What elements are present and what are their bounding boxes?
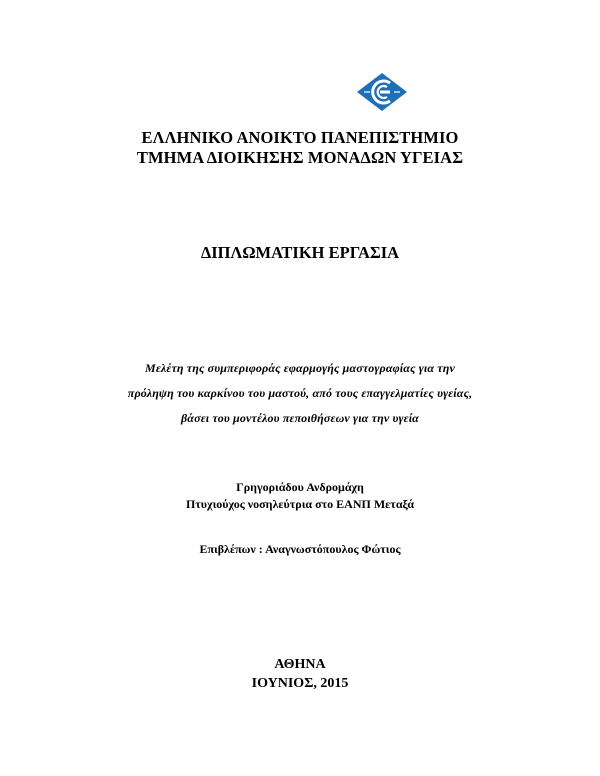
date: ΙΟΥΝΙΟΣ, 2015 xyxy=(251,676,349,691)
university-logo-icon xyxy=(356,72,408,112)
university-name: ΕΛΛΗΝΙΚΟ ΑΝΟΙΚΤΟ ΠΑΝΕΠΙΣΤΗΜΙΟ xyxy=(141,128,459,147)
department-name: ΤΜΗΜΑ ΔΙΟΙΚΗΣΗΣ ΜΟΝΑΔΩΝ ΥΓΕΙΑΣ xyxy=(136,148,464,167)
author-name: Γρηγοριάδου Ανδρομάχη xyxy=(236,480,364,494)
place: ΑΘΗΝΑ xyxy=(274,657,326,672)
thesis-title-line-1: Μελέτη της συμπεριφοράς εφαρμογής μαστογραφίας για την xyxy=(145,361,455,375)
thesis-title-line-3: βάσει του μοντέλου πεποιθήσεων για την υγεία xyxy=(181,411,419,425)
thesis-type: ΔΙΠΛΩΜΑΤΙΚΗ ΕΡΓΑΣΙΑ xyxy=(200,243,400,262)
thesis-title-line-2: πρόληψη του καρκίνου του μαστού, από τους επαγγελματίες υγείας, xyxy=(127,386,473,400)
supervisor: Επιβλέπων : Αναγνωστόπουλος Φώτιος xyxy=(199,542,401,556)
author-title: Πτυχιούχος νοσηλεύτρια στο ΕΑΝΠ Μεταξά xyxy=(185,497,415,511)
